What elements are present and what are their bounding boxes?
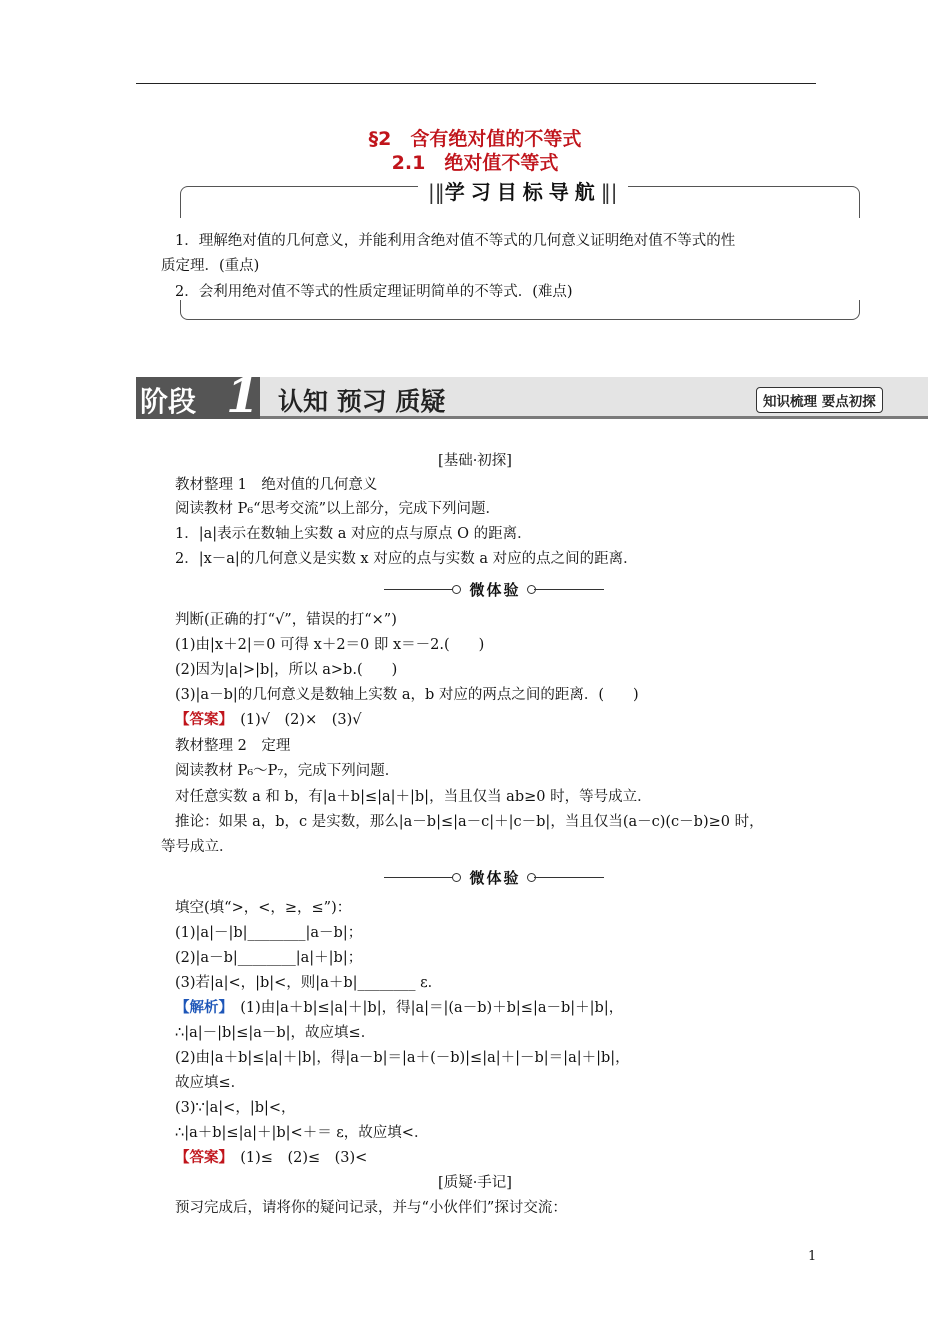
page-number: 1 bbox=[808, 1249, 817, 1264]
topic2-corollary-2: 等号成立． bbox=[161, 839, 234, 855]
answer-2-label: 【答案】 bbox=[175, 1149, 226, 1166]
analysis-4: 故应填≤． bbox=[175, 1075, 246, 1091]
section-title: 2.1 绝对值不等式 bbox=[391, 152, 559, 174]
goal-2: 2．会利用绝对值不等式的性质定理证明简单的不等式．(难点) bbox=[175, 284, 573, 300]
analysis-2: ∴|a|－|b|≤|a－b|，故应填≤． bbox=[175, 1025, 376, 1041]
stage-tag: 知识梳理 要点初探 bbox=[756, 387, 883, 413]
judge-3: (3)|a－b|的几何意义是数轴上实数 a，b 对应的两点之间的距离．( ) bbox=[175, 687, 639, 703]
analysis-1 bbox=[175, 997, 623, 1019]
answer-1-label: 【答案】 bbox=[175, 711, 226, 728]
topic1-title: 教材整理 1 绝对值的几何意义 bbox=[175, 477, 378, 493]
top-rule bbox=[136, 83, 816, 84]
answer-2 bbox=[175, 1147, 367, 1169]
stage-slogan: 认知 预习 质疑 bbox=[278, 387, 446, 416]
topic2-read: 阅读教材 P₆～P₇，完成下列问题． bbox=[175, 763, 400, 779]
fill-2: (2)|a－b|________|a|＋|b|； bbox=[175, 950, 363, 966]
divider-1-label: 微体验 bbox=[469, 581, 521, 599]
judge-1: (1)由|x＋2|＝0 可得 x＋2＝0 即 x＝－2.( ) bbox=[175, 637, 485, 653]
analysis-3: (2)由|a＋b|≤|a|＋|b|，得|a－b|＝|a＋(－b)|≤|a|＋|－b|＝|a|＋|b|， bbox=[175, 1050, 630, 1066]
topic1-item1: 1．|a|表示在数轴上实数 a 对应的点与原点 O 的距离． bbox=[175, 526, 532, 542]
divider-1 bbox=[384, 580, 604, 600]
doubt-text: 预习完成后，请将你的疑问记录，并与“小伙伴们”探讨交流： bbox=[175, 1200, 567, 1216]
goal-1-line-1: 1．理解绝对值的几何意义，并能利用含绝对值不等式的几何意义证明绝对值不等式的性 bbox=[175, 233, 736, 249]
topic1-item2: 2．|x－a|的几何意义是实数 x 对应的点与实数 a 对应的点之间的距离． bbox=[175, 551, 638, 567]
stage-label: 阶段 bbox=[140, 385, 197, 418]
answer-2-text: (1)≤ (2)≤ (3)< bbox=[225, 1150, 368, 1166]
topic2-corollary-1: 推论：如果 a，b，c 是实数，那么|a－b|≤|a－c|＋|c－b|，当且仅当(a－c)(c－b)≥0 时， bbox=[175, 814, 764, 830]
divider-2-label: 微体验 bbox=[469, 869, 521, 887]
topic1-read: 阅读教材 P₆“思考交流”以上部分，完成下列问题． bbox=[175, 501, 501, 517]
fill-intro: 填空(填“>，<，≥，≤”)： bbox=[175, 900, 352, 916]
goals-frame-bottom bbox=[180, 300, 860, 320]
topic2-theorem: 对任意实数 a 和 b，有|a＋b|≤|a|＋|b|，当且仅当 ab≥0 时，等号成立． bbox=[175, 789, 652, 805]
fill-1: (1)|a|－|b|________|a－b|； bbox=[175, 925, 363, 941]
doubt-label: [质疑·手记] bbox=[438, 1175, 512, 1191]
goals-heading: |‖学习目标导航‖| bbox=[418, 176, 628, 202]
basis-label: [基础·初探] bbox=[438, 453, 512, 469]
fill-3: (3)若|a|<，|b|<，则|a＋b|________ ε． bbox=[175, 975, 443, 991]
answer-1 bbox=[175, 709, 362, 731]
judge-2: (2)因为|a|>|b|，所以 a>b.( ) bbox=[175, 662, 398, 678]
analysis-6: ∴|a＋b|≤|a|＋|b|<＋＝ ε，故应填<． bbox=[175, 1125, 429, 1141]
chapter-title: §2 含有绝对值的不等式 bbox=[368, 128, 582, 150]
topic2-title: 教材整理 2 定理 bbox=[175, 738, 291, 754]
judge-intro: 判断(正确的打“√”，错误的打“×”) bbox=[175, 612, 397, 628]
answer-1-text: (1)√ (2)× (3)√ bbox=[225, 712, 362, 728]
analysis-5: (3)∵|a|<，|b|<， bbox=[175, 1100, 296, 1116]
analysis-1-text: (1)由|a＋b|≤|a|＋|b|，得|a|＝|(a－b)＋b|≤|a－b|＋|b|， bbox=[225, 1000, 624, 1016]
goal-1-line-2: 质定理．(重点) bbox=[161, 258, 260, 274]
divider-2 bbox=[384, 868, 604, 888]
analysis-label: 【解析】 bbox=[175, 999, 226, 1016]
stage-number: 1 bbox=[226, 368, 260, 424]
